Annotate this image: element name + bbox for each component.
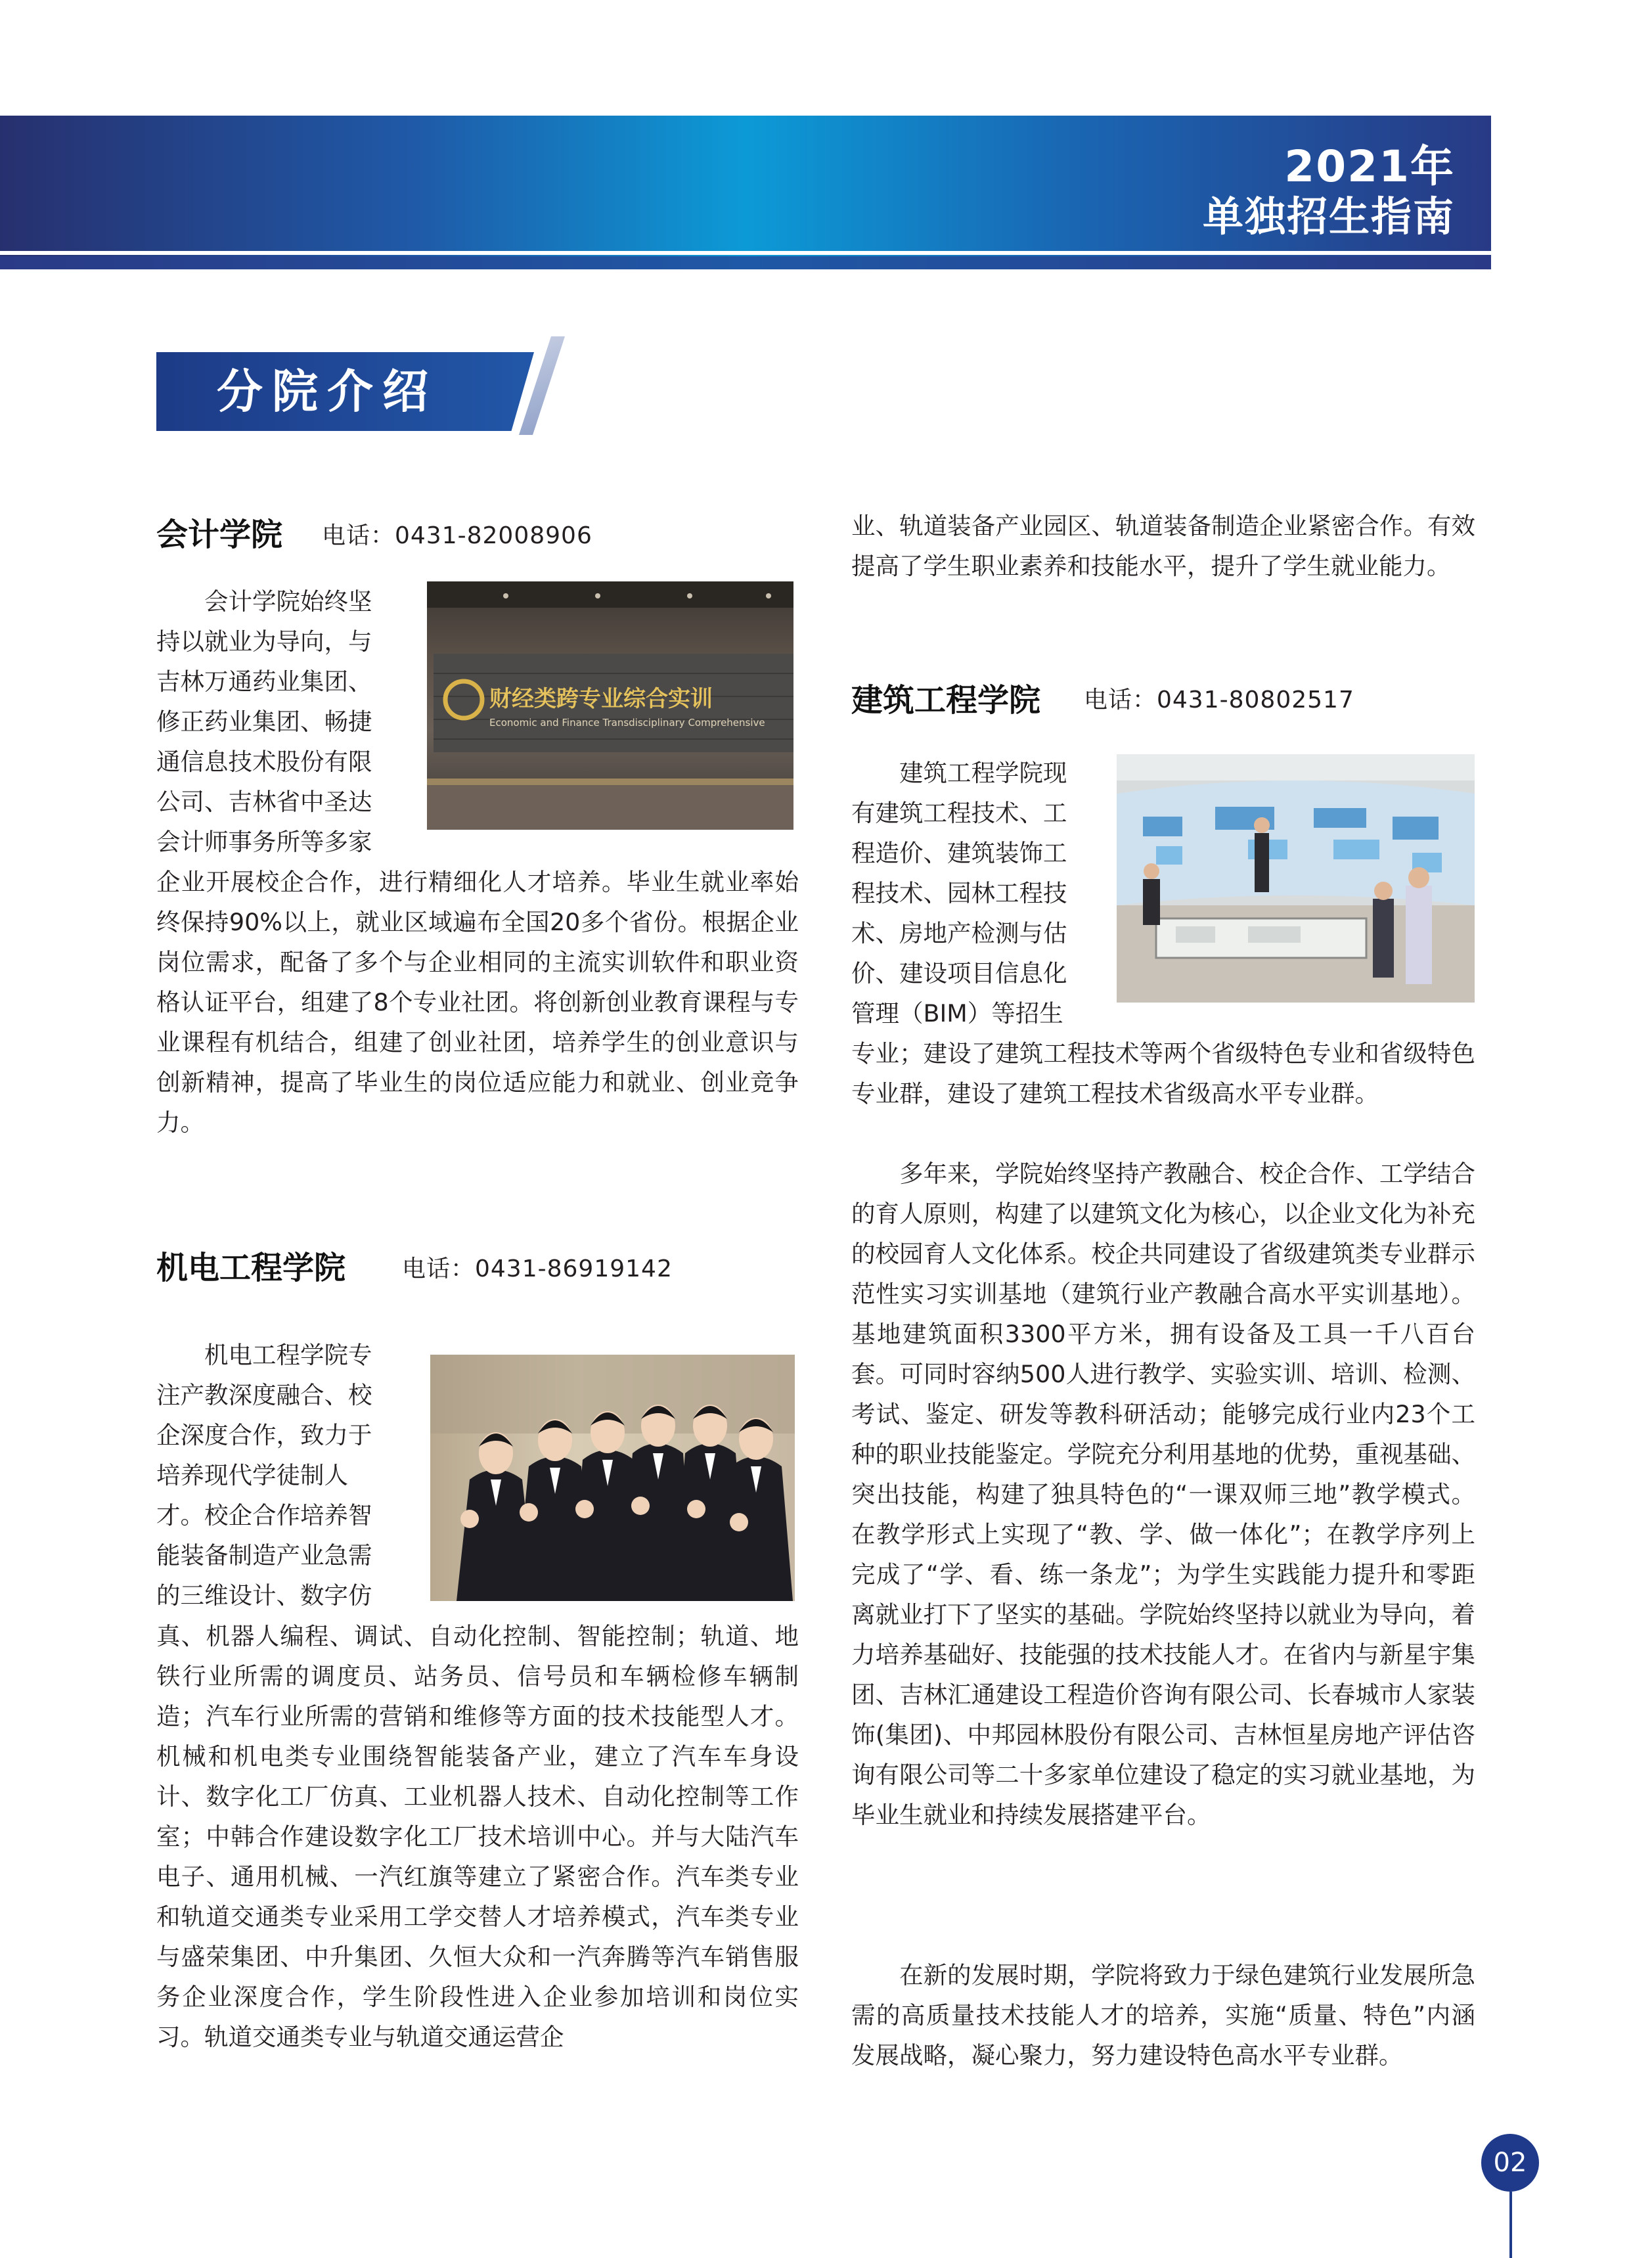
architecture-body-1: 专业；建设了建筑工程技术等两个省级特色专业和省级特色专业群，建设了建筑工程技术省级高水平专业群。 (851, 1039, 1475, 1108)
wrap-line: 价、建设项目信息化 (851, 959, 1067, 987)
architecture-photo (1117, 754, 1475, 1003)
wrap-line: 建筑工程学院现 (851, 759, 1067, 787)
architecture-title: 建筑工程学院 (851, 682, 1041, 719)
mechatronics-body-cont: 业、轨道装备产业园区、轨道装备制造企业紧密合作。有效提高了学生职业素养和技能水平，提升了学生就业能力。 (851, 512, 1475, 580)
wrap-line: 的三维设计、数字仿 (156, 1581, 372, 1610)
wrap-line: 才。校企合作培养智 (156, 1501, 372, 1529)
accounting-photo-art (427, 581, 793, 830)
accounting-photo-sign: 财经类跨专业综合实训 (489, 686, 713, 712)
wrap-line: 管理（BIM）等招生 (851, 999, 1063, 1027)
mechatronics-photo-art (430, 1355, 795, 1601)
wrap-line: 有建筑工程技术、工 (851, 799, 1067, 827)
header-stripe (0, 251, 1491, 255)
architecture-phone: 电话：0431-80802517 (1084, 687, 1354, 713)
wrap-line: 修正药业集团、畅捷 (156, 708, 372, 736)
accounting-photo-sign-en: Economic and Finance Transdisciplinary Comprehensive (489, 717, 765, 729)
wrap-line: 通信息技术股份有限 (156, 748, 372, 776)
page-number-line (1509, 2192, 1512, 2258)
wrap-line: 持以就业为导向，与 (156, 627, 372, 656)
accounting-phone: 电话：0431-82008906 (322, 522, 592, 549)
accounting-body: 企业开展校企合作，进行精细化人才培养。毕业生就业率始终保持90%以上，就业区域遍布全国20多个省份。根据企业岗位需求，配备了多个与企业相同的主流实训软件和职业资格认证平台，组建了8个专业社团。将创新创业教育课程与专业课程有机结合，组建了创业社团，培养学生的创业意识与创新精神，提高了毕业生的岗位适应能力和就业、创业竞争力。 (156, 868, 799, 1137)
architecture-body-2: 多年来，学院始终坚持产教融合、校企合作、工学结合的育人原则，构建了以建筑文化为核心，以企业文化为补充的校园育人文化体系。校企共同建设了省级建筑类专业群示范性实习实训基地（建筑行业产教融合高水平实训基地）。基地建筑面积3300平方米，拥有设备及工具一千八百台套。可同时容纳500人进行教学、实验实训、培训、检测、考试、鉴定、研发等教科研活动；能够完成行业内23个工种的职业技能鉴定。学院充分利用基地的优势，重视基础、突出技能，构建了独具特色的“一课双师三地”教学模式。在教学形式上实现了“教、学、做一体化”；在教学序列上完成了“学、看、练一条龙”；为学生实践能力提升和零距离就业打下了坚实的基础。学院始终坚持以就业为导向，着力培养基础好、技能强的技术技能人才。在省内与新星宇集团、吉林汇通建设工程造价咨询有限公司、长春城市人家装饰(集团)、中邦园林股份有限公司、吉林恒星房地产评估咨询有限公司等二十多家单位建设了稳定的实习就业基地，为毕业生就业和持续发展搭建平台。 (851, 1160, 1475, 1829)
mechatronics-title: 机电工程学院 (156, 1250, 346, 1286)
section-tab-accent (519, 336, 565, 435)
wrap-line: 企深度合作，致力于 (156, 1421, 372, 1449)
accounting-title: 会计学院 (156, 516, 283, 553)
wrap-line: 吉林万通药业集团、 (156, 667, 372, 696)
mechatronics-phone: 电话：0431-86919142 (402, 1255, 673, 1282)
wrap-line: 培养现代学徒制人 (156, 1461, 348, 1489)
wrap-line: 程造价、建筑装饰工 (851, 839, 1067, 867)
wrap-line: 程技术、园林工程技 (851, 879, 1067, 907)
section-title: 分院介绍 (217, 365, 437, 418)
wrap-line: 注产教深度融合、校 (156, 1381, 372, 1409)
architecture-photo-art (1117, 754, 1475, 1003)
wrap-line: 能装备制造产业急需 (156, 1541, 372, 1569)
mechatronics-body: 真、机器人编程、调试、自动化控制、智能控制；轨道、地铁行业所需的调度员、站务员、信号员和车辆检修车辆制造；汽车行业所需的营销和维修等方面的技术技能型人才。机械和机电类专业围绕智能装备产业，建立了汽车车身设计、数字化工厂仿真、工业机器人技术、自动化控制等工作室；中韩合作建设数字化工厂技术培训中心。并与大陆汽车电子、通用机械、一汽红旗等建立了紧密合作。汽车类专业和轨道交通类专业采用工学交替人才培养模式，汽车类专业与盛荣集团、中升集团、久恒大众和一汽奔腾等汽车销售服务企业深度合作，学生阶段性进入企业参加培训和岗位实习。轨道交通类专业与轨道交通运营企 (156, 1622, 799, 2051)
header-subtitle: 单独招生指南 (1202, 192, 1455, 240)
header-year: 2021年 (1284, 141, 1455, 192)
accounting-photo (427, 581, 793, 830)
wrap-line: 会计学院始终坚 (156, 587, 372, 616)
wrap-line: 术、房地产检测与估 (851, 919, 1067, 947)
page-number: 02 (1481, 2134, 1539, 2192)
architecture-body-3: 在新的发展时期，学院将致力于绿色建筑行业发展所急需的高质量技术技能人才的培养，实施“质量、特色”内涵发展战略，凝心聚力，努力建设特色高水平专业群。 (851, 1961, 1475, 2069)
header-bottom-band (0, 256, 1491, 269)
wrap-line: 机电工程学院专 (156, 1341, 372, 1369)
wrap-line: 公司、吉林省中圣达 (156, 788, 372, 816)
mechatronics-photo (430, 1355, 795, 1601)
wrap-line: 会计师事务所等多家 (156, 828, 372, 856)
